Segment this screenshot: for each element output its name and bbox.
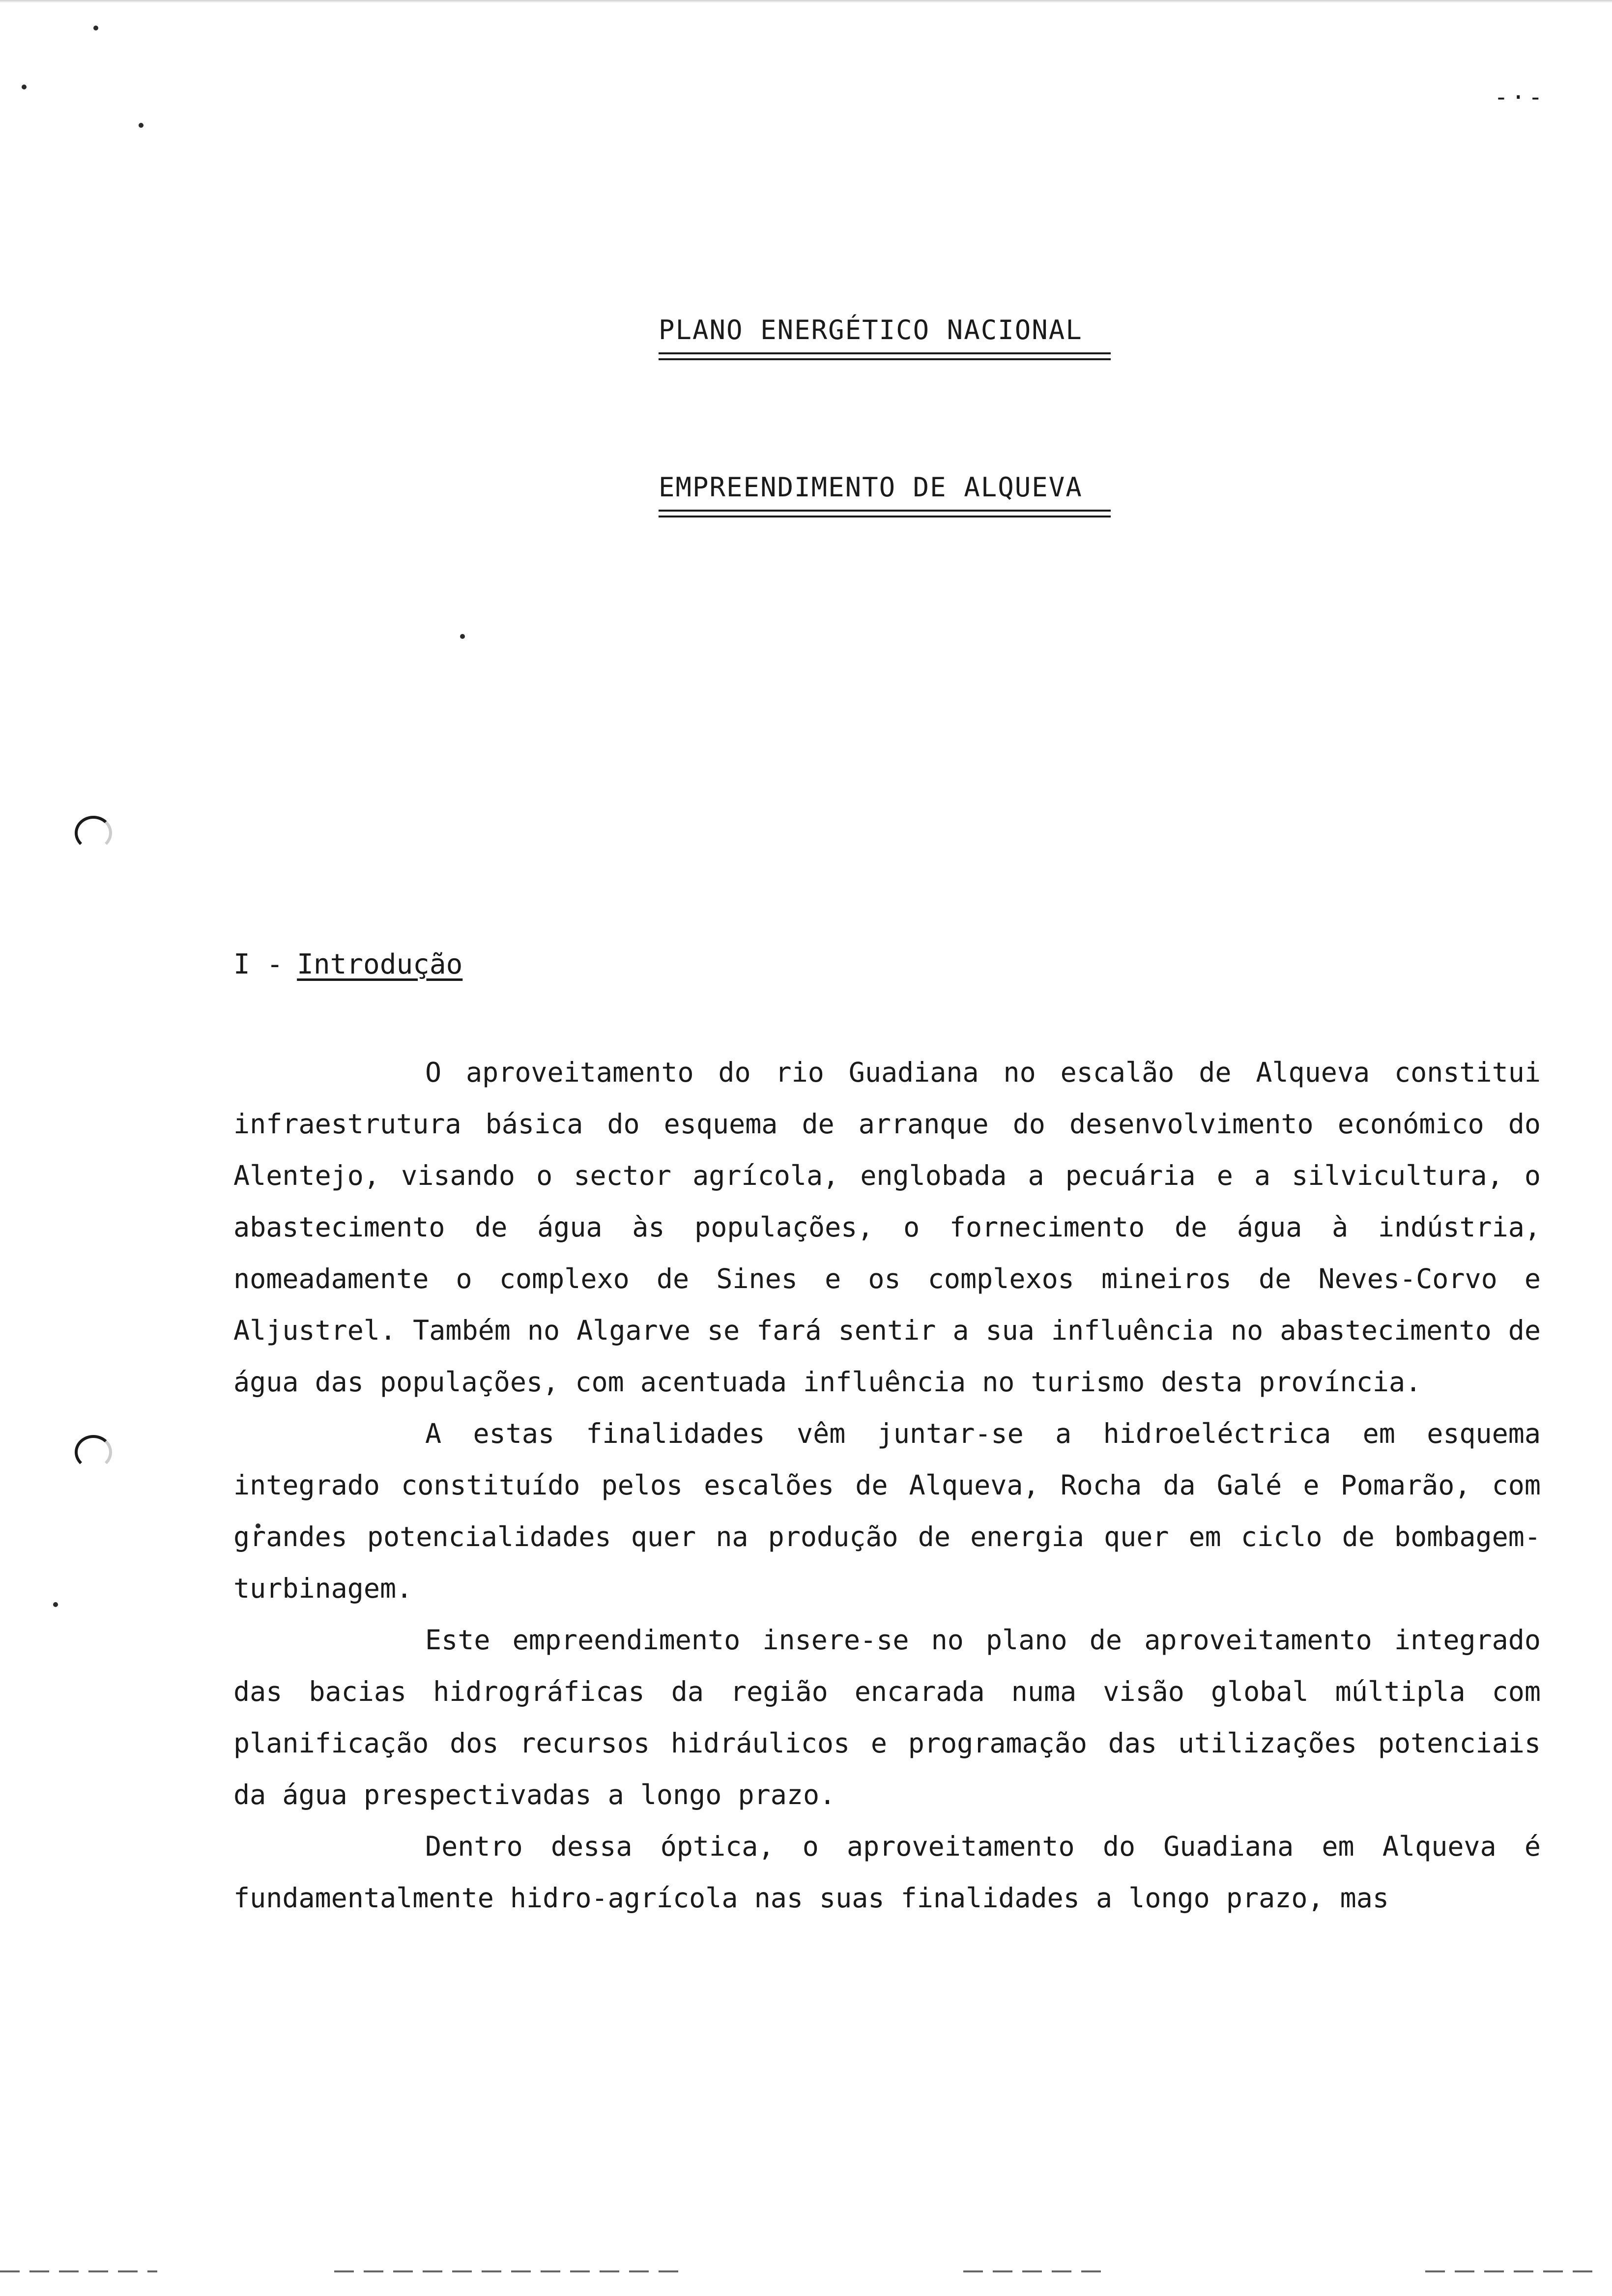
title-underline bbox=[659, 352, 1111, 354]
punch-hole-mark bbox=[75, 1435, 112, 1469]
subtitle-underline bbox=[659, 510, 1111, 512]
scan-speck bbox=[22, 85, 27, 89]
scan-bottom-edge bbox=[0, 2270, 157, 2272]
paragraph: O aproveitamento do rio Guadiana no escalão de Alqueva constitui infraestrutura básica do esquema de arranque do desenvolvimento económico do Alentejo, visando o sector agrícola, englobada a pecuária e a silvicultura, o abastecimento de água às populações, o fornecimento de água à indústria, nomeadamente o complexo de Sines e os complexos mineiros de Neves-Corvo e Aljustrel. Também no Algarve se fará sentir a sua influência no abastecimento de água das populações, com acentuada influência no turismo desta província. bbox=[233, 1057, 1541, 1398]
page-mark: -·- bbox=[1494, 84, 1546, 111]
paragraph: A estas finalidades vêm juntar-se a hidroeléctrica em esquema integrado constituído pelos escalões de Alqueva, Rocha da Galé e Pomarão, com grandes potencialidades quer na produção de energia quer em ciclo de bombagem-turbinagem. bbox=[233, 1418, 1541, 1604]
subtitle-double-underline bbox=[659, 516, 1111, 517]
scan-speck bbox=[53, 1602, 58, 1607]
document-title-text: PLANO ENERGÉTICO NACIONAL bbox=[659, 315, 1083, 345]
title-double-underline bbox=[659, 358, 1111, 360]
document-subtitle bbox=[659, 472, 1111, 517]
paragraph: Este empreendimento insere-se no plano de aproveitamento integrado das bacias hidrográficas da região encarada numa visão global múltipla com planificação dos recursos hidráulicos e programação das utilizações potenciais da água prespectivadas a longo prazo. bbox=[233, 1624, 1541, 1810]
body-text bbox=[233, 1047, 1541, 1924]
scan-edge-line bbox=[0, 0, 1612, 3]
scan-bottom-edge bbox=[334, 2270, 678, 2272]
section-number: I - bbox=[233, 948, 284, 980]
scan-bottom-edge bbox=[963, 2270, 1101, 2272]
document-title bbox=[659, 315, 1111, 360]
document-subtitle-text: EMPREENDIMENTO DE ALQUEVA bbox=[659, 472, 1083, 503]
paragraph: Dentro dessa óptica, o aproveitamento do Guadiana em Alqueva é fundamentalmente hidro-agrícola nas suas finalidades a longo prazo, mas bbox=[233, 1831, 1541, 1914]
scan-speck bbox=[93, 26, 98, 30]
section-heading bbox=[233, 948, 462, 980]
scan-speck bbox=[460, 634, 465, 639]
scan-speck bbox=[139, 123, 144, 128]
scan-bottom-edge bbox=[1425, 2270, 1602, 2272]
punch-hole-mark bbox=[75, 816, 112, 850]
section-title: Introdução bbox=[297, 948, 463, 980]
